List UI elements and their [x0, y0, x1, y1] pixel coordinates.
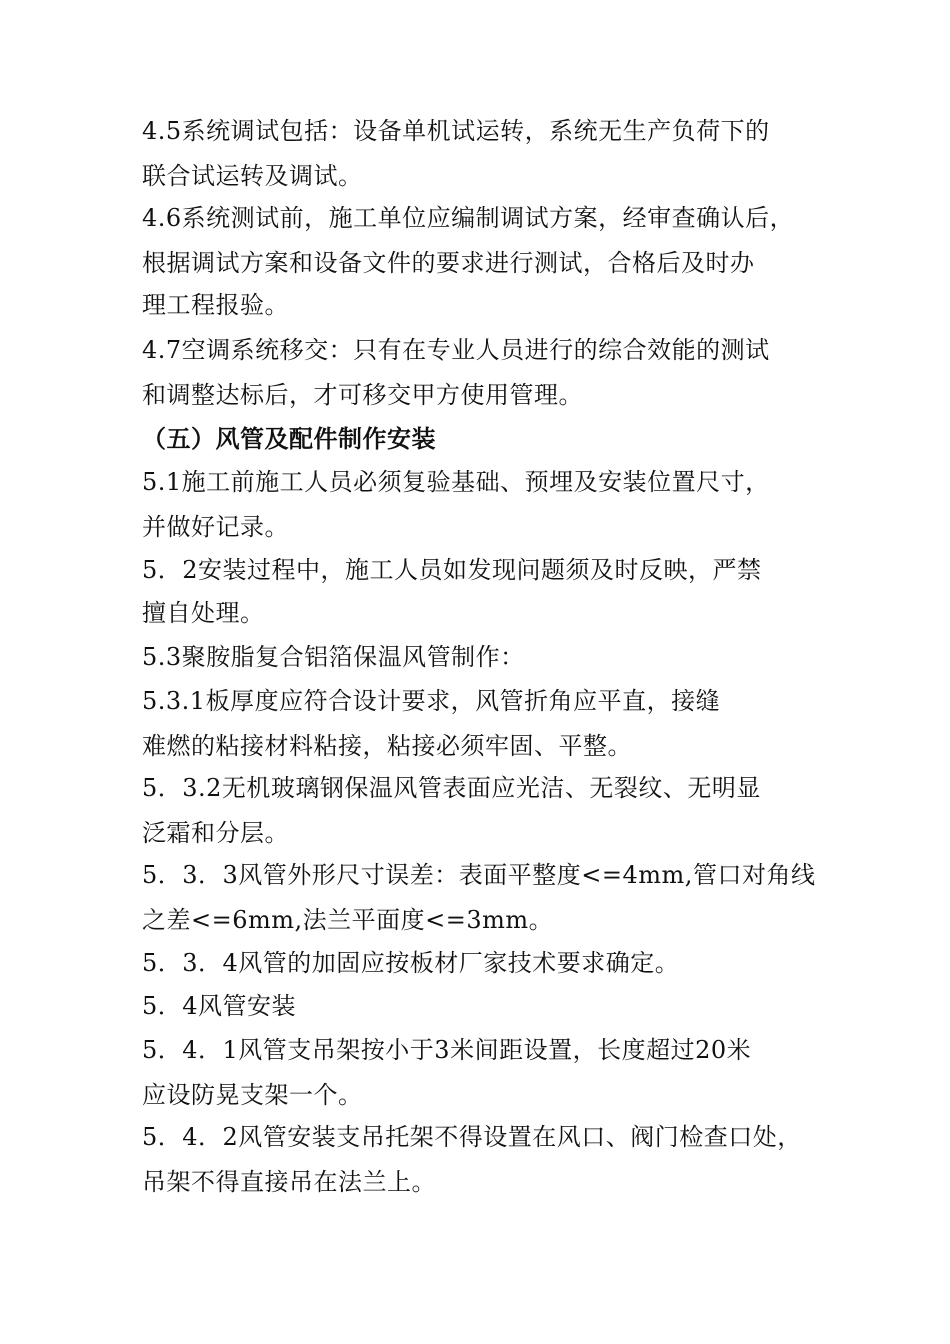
section-heading: （五）风管及配件制作安装 [142, 424, 436, 453]
text-line-5-4-1-b: 应设防晃支架一个。 [142, 1081, 363, 1109]
text-line-5-4: 5．4风管安装 [142, 992, 297, 1020]
text-line-5-3-2-a: 5．3.2无机玻璃钢保温风管表面应光洁、无裂纹、无明显 [142, 774, 761, 802]
text-line-4-5-a: 4.5系统调试包括：设备单机试运转，系统无生产负荷下的 [142, 117, 770, 145]
text-line-5-3-2-b: 泛霜和分层。 [142, 819, 289, 847]
text-line-4-7-b: 和调整达标后，才可移交甲方使用管理。 [142, 381, 583, 409]
text-line-5-3-1-b: 难燃的粘接材料粘接，粘接必须牢固、平整。 [142, 732, 632, 760]
text-line-4-7-a: 4.7空调系统移交：只有在专业人员进行的综合效能的测试 [142, 336, 770, 364]
text-line-5-3-3-b: 之差<=6mm,法兰平面度<=3mm。 [142, 906, 554, 934]
text-line-4-6-c: 理工程报验。 [142, 291, 289, 319]
text-line-5-4-2-b: 吊架不得直接吊在法兰上。 [142, 1168, 436, 1196]
text-line-5-3: 5.3聚胺脂复合铝箔保温风管制作： [142, 643, 525, 671]
text-line-5-1-b: 并做好记录。 [142, 513, 289, 541]
text-line-4-5-b: 联合试运转及调试。 [142, 162, 363, 190]
text-line-5-3-3-a: 5．3．3风管外形尺寸误差：表面平整度<=4mm,管口对角线 [142, 861, 816, 889]
text-line-5-4-2-a: 5．4．2风管安装支吊托架不得设置在风口、阀门检查口处， [142, 1123, 802, 1151]
text-line-5-4-1-a: 5．4．1风管支吊架按小于3米间距设置，长度超过20米 [142, 1036, 752, 1064]
text-line-5-3-4: 5．3．4风管的加固应按板材厂家技术要求确定。 [142, 949, 680, 977]
text-line-5-2-a: 5．2安装过程中，施工人员如发现问题须及时反映，严禁 [142, 556, 762, 584]
text-line-4-6-a: 4.6系统测试前，施工单位应编制调试方案，经审查确认后， [142, 204, 795, 232]
text-line-4-6-b: 根据调试方案和设备文件的要求进行测试，合格后及时办 [142, 249, 755, 277]
text-line-5-2-b: 擅自处理。 [142, 599, 265, 627]
text-line-5-3-1-a: 5.3.1板厚度应符合设计要求，风管折角应平直，接缝 [142, 687, 721, 715]
text-line-5-1-a: 5.1施工前施工人员必须复验基础、预埋及安装位置尺寸， [142, 468, 770, 496]
